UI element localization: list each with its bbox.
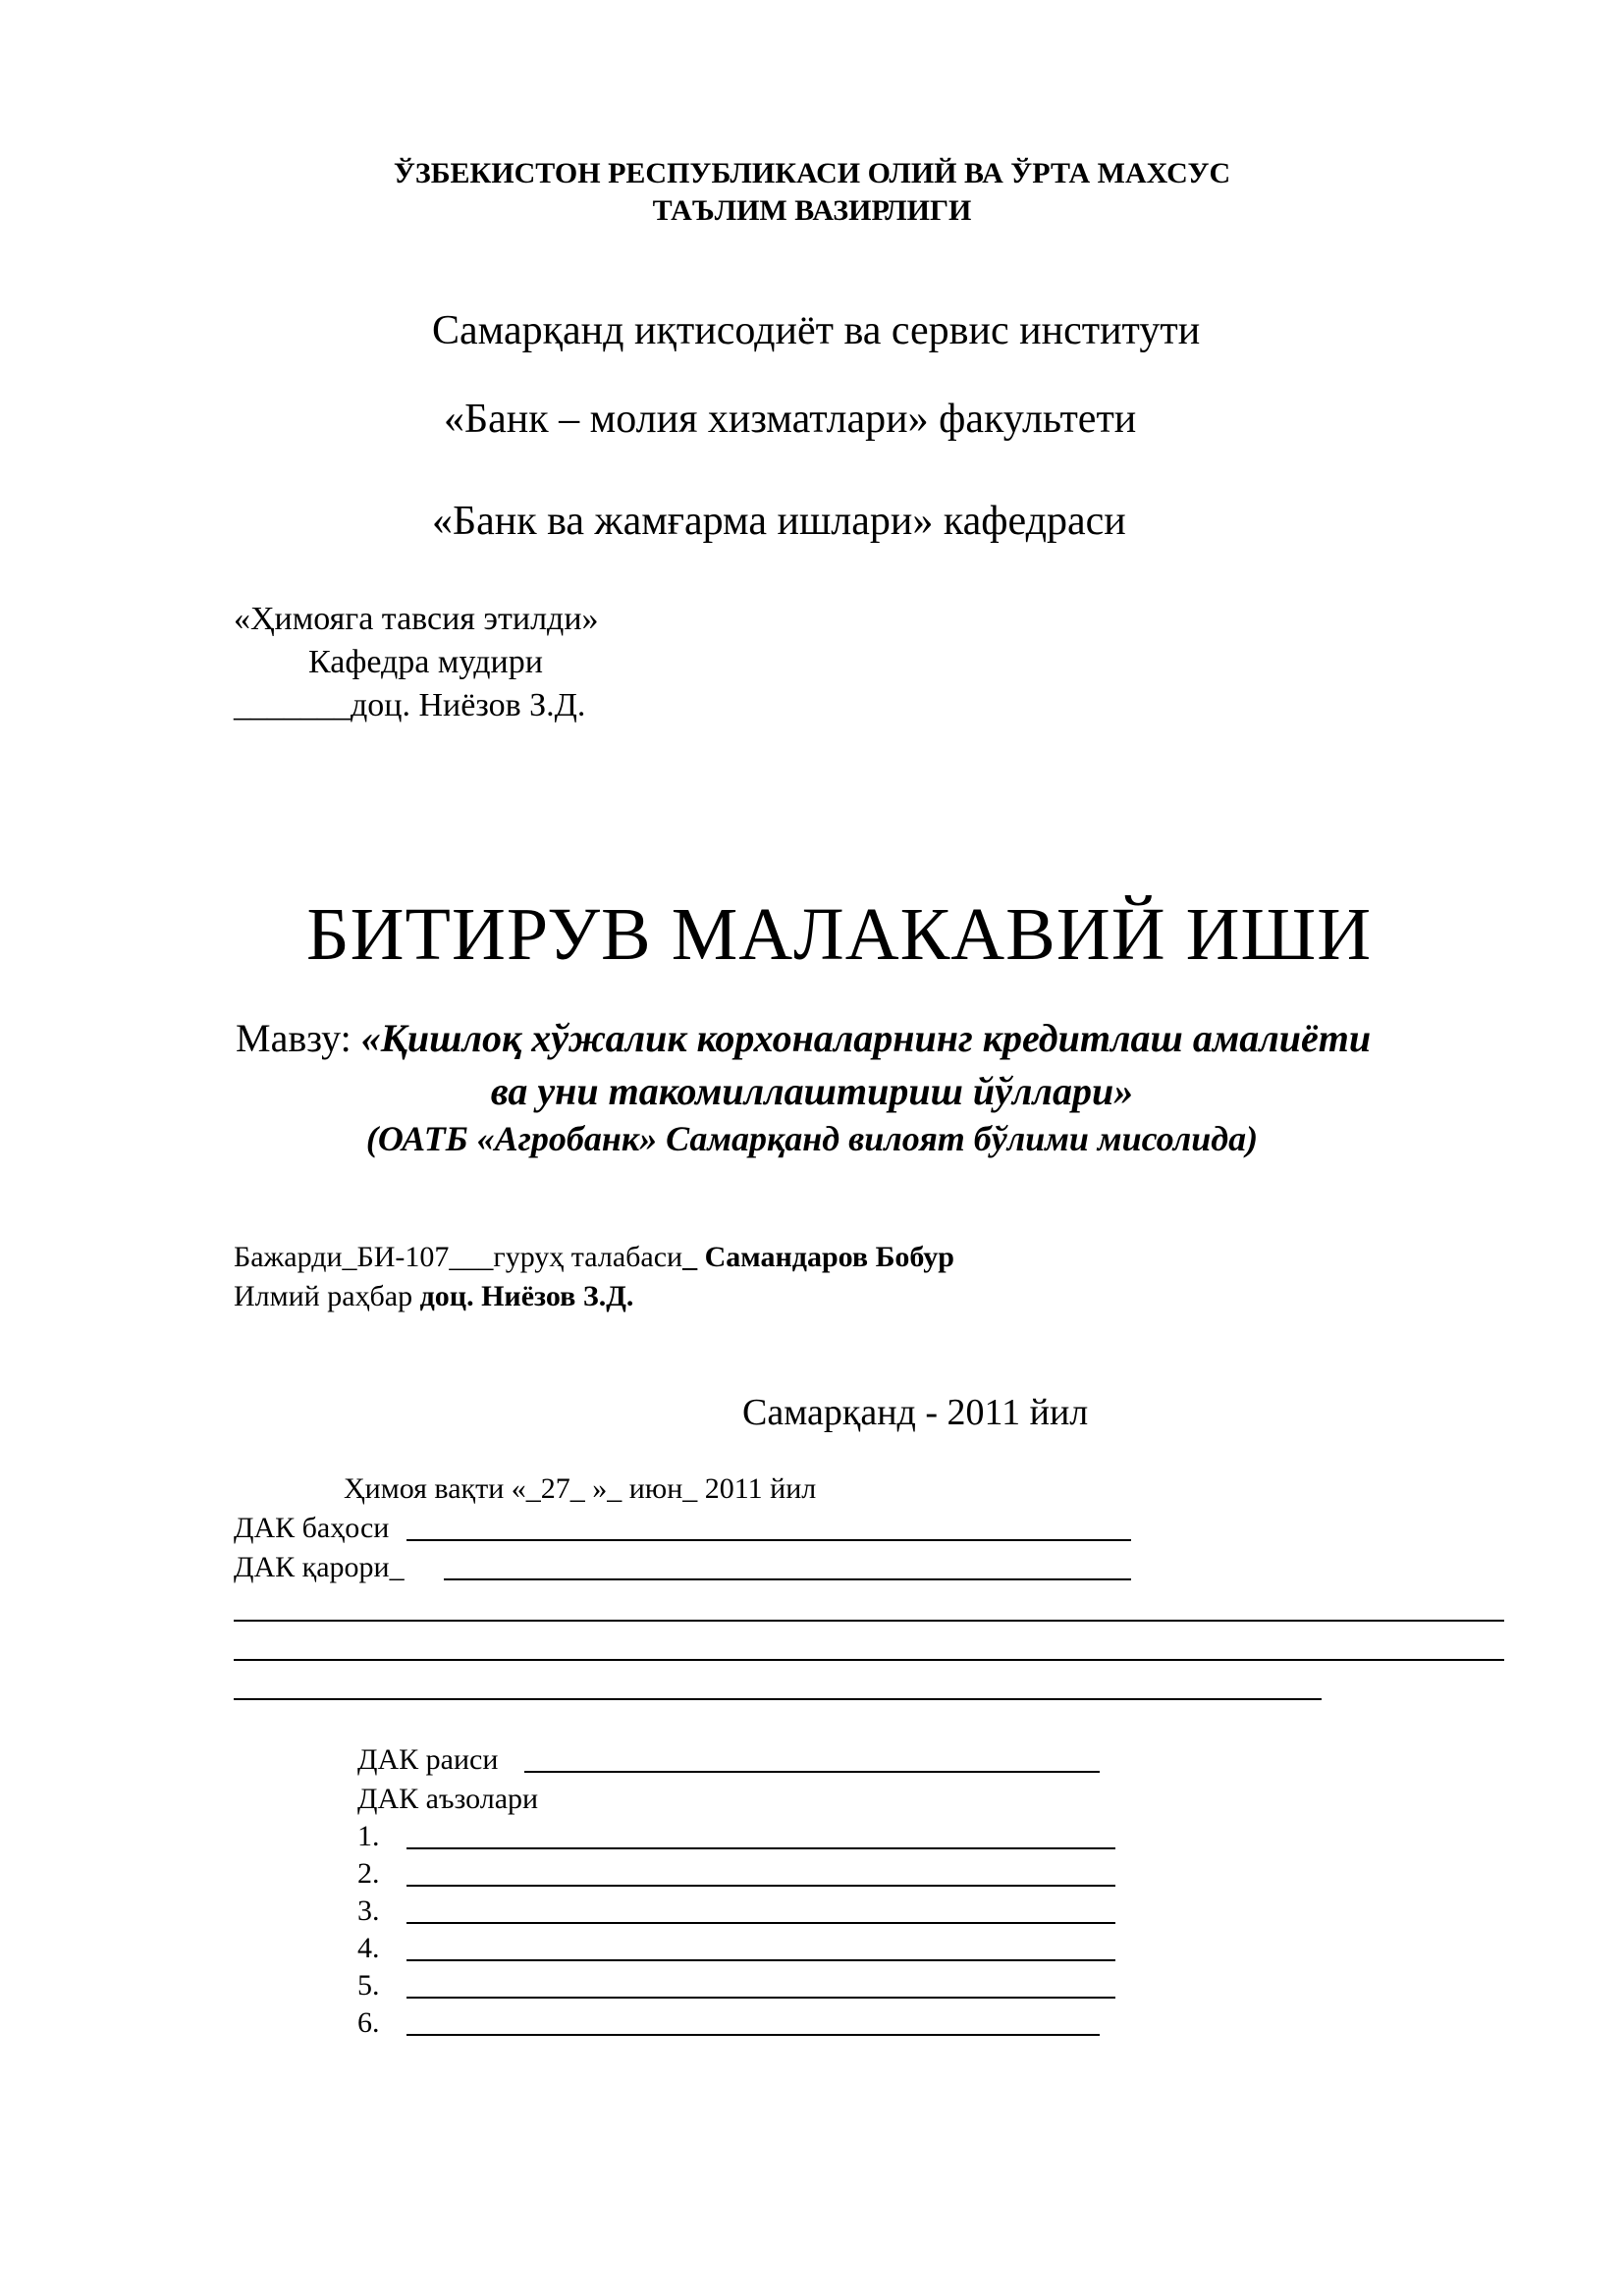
city-year: Самарқанд - 2011 йил (742, 1392, 1089, 1433)
grade-label: ДАК баҳоси (234, 1512, 390, 1544)
student-line (234, 1243, 954, 1272)
topic-line-1 (236, 1016, 1372, 1060)
student-name: _ Самандаров Бобур (682, 1241, 954, 1273)
chair-label: ДАК раиси (357, 1743, 499, 1776)
member-row (357, 1822, 406, 1851)
member-row (357, 1971, 406, 2001)
faculty-name: «Банк – молия хизматлари» факультети (444, 397, 1137, 442)
advisor-name: доц. Ниёзов З.Д. (419, 1280, 634, 1312)
member-row (357, 1896, 406, 1926)
member-line (406, 2034, 1100, 2036)
member-line (406, 1959, 1115, 1961)
topic-title-part-1: «Қишлоқ хўжалик корхоналарнинг кредитлаш амалиёти (360, 1016, 1372, 1060)
advisor-line (234, 1282, 633, 1311)
member-line (406, 1847, 1115, 1849)
topic-line-2: ва уни такомиллаштириш йўллари» (490, 1069, 1134, 1113)
member-number: 5. (357, 1969, 380, 2002)
member-number: 4. (357, 1932, 380, 1964)
member-line (406, 1922, 1115, 1924)
member-row (357, 1934, 406, 1963)
grade-line (406, 1539, 1131, 1541)
department-name: «Банк ва жамғарма ишлари» кафедраси (432, 499, 1126, 544)
member-line (406, 1997, 1115, 1999)
ministry-line-1: ЎЗБЕКИСТОН РЕСПУБЛИКАСИ ОЛИЙ ВА ЎРТА МАХСУС (393, 157, 1231, 189)
topic-label: Мавзу: (236, 1016, 361, 1060)
notes-line-2 (234, 1659, 1504, 1661)
member-number: 1. (357, 1820, 380, 1852)
approval-head-of-department: Кафедра мудири (308, 644, 543, 680)
member-number: 2. (357, 1857, 380, 1890)
document-title: БИТИРУВ МАЛАКАВИЙ ИШИ (306, 893, 1373, 976)
decision-label: ДАК қарори_ (234, 1551, 405, 1583)
member-number: 6. (357, 2006, 380, 2039)
defense-date: Ҳимоя вақти «_27_ »_ июн_ 2011 йил (344, 1472, 817, 1505)
approval-signature: _______доц. Ниёзов З.Д. (234, 687, 586, 723)
decision-line (444, 1578, 1131, 1580)
member-row (357, 1859, 406, 1889)
approval-recommended: «Ҳимояга тавсия этилди» (234, 601, 599, 637)
member-number: 3. (357, 1895, 380, 1927)
notes-line-1 (234, 1620, 1504, 1622)
chair-line (524, 1771, 1100, 1773)
student-label: Бажарди_БИ-107___гуруҳ талабаси (234, 1241, 683, 1273)
advisor-label: Илмий раҳбар (234, 1280, 420, 1312)
member-row (357, 2008, 406, 2038)
topic-line-3: (ОАТБ «Агробанк» Самарқанд вилоят бўлими мисолида) (365, 1119, 1259, 1158)
notes-line-3 (234, 1698, 1322, 1700)
institute-name: Самарқанд иқтисодиёт ва сервис институти (432, 308, 1201, 353)
members-label: ДАК аъзолари (357, 1783, 539, 1815)
member-line (406, 1885, 1115, 1887)
ministry-line-2: ТАЪЛИМ ВАЗИРЛИГИ (652, 194, 972, 227)
